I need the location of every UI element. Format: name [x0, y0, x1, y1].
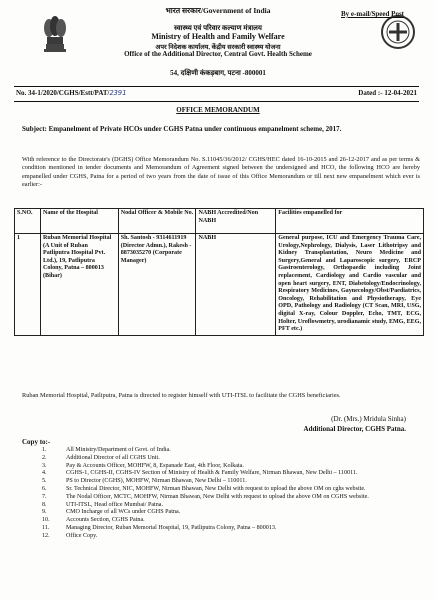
list-item: 9. CMO Incharge of all WCs under CGHS Patna.: [42, 509, 181, 516]
list-item: 7. The Nodal Officer, MCTC, MOHFW, Nirman Bhawan, New Delhi with request to upload the above OM on CGHS website.: [42, 493, 369, 500]
list-item: 6. Sr. Technical Director, NIC, MOHFW, Nirman Bhawan, New Delhi with request to upload the above OM on cghs website.: [42, 485, 366, 492]
header-address: 54, दक्षिणी कंकड़बाग, पटना -800001: [170, 69, 266, 77]
header-hindi-office: अपर निदेशक कार्यालय, केंद्रीय सरकारी स्वास्थ्य योजना: [155, 44, 281, 51]
memo-subject: Subject: Empanelment of Private HCOs under CGHS Patna under continuous empanelment scheme, 2017.: [22, 125, 342, 133]
signatory-name: (Dr. (Mrs.) Mridula Sinha): [331, 415, 406, 423]
table-header-row: [15, 209, 424, 234]
memo-paragraph: With reference to the Directorate's (DGHS) Office Memorandum No. S.11045/36/2012/ CGHS/HEC dated 16-10-2015 and 26-12-2017 and as per terms & condition mentioned in tender documents and Memorandum of Agreement signed between the undersigned and HCO, the following HCO are hereby empanelled under CGHS, Patna for a period of two years from the date of issue of this Office Memorandum or till next new empanelment which ever is earlier:-: [22, 156, 420, 189]
memo-title: OFFICE MEMORANDUM: [176, 106, 260, 114]
cell-sno: 1: [15, 234, 41, 336]
cell-hospital: Ruban Memorial Hospital (A Unit of Ruban Patliputra Hospital Pvt. Ltd.), 19, Patliputra Colony, Patna – 800013 (Bihar): [40, 234, 118, 336]
col-facilities: Facilities empanelled for: [276, 209, 424, 234]
copy-to-label: Copy to:-: [22, 438, 51, 446]
list-item: 5. PS to Director (CGHS), MOHFW, Nirman Bhawan, New Delhi – 110011.: [42, 478, 247, 485]
list-item: 3. Pay & Accounts Officer, MOHFW, 8, Espanade East, 4th Floor, Kolkata.: [42, 462, 244, 469]
reference-bar: [14, 86, 419, 102]
list-item: 12. Office Copy.: [42, 532, 98, 539]
cell-nabh: NABH: [196, 234, 276, 336]
list-item: 11. Managing Director, Ruban Memorial Hospital, 19, Patliputra Colony, Patna – 800013.: [42, 524, 277, 531]
header-office: Office of the Additional Director, Central Govt. Health Scheme: [124, 50, 312, 58]
header-hindi-ministry: स्वास्थ्य एवं परिवार कल्याण मंत्रालय: [174, 24, 262, 32]
list-item: 4. CGHS-1, CGHS-II, CGHS-IV Section of Ministry of Health & Family Welfare, Nirman Bhawan, New Delhi – 110011.: [42, 470, 358, 477]
col-hospital: Name of the Hospital: [40, 209, 118, 234]
col-nodal: Nodal Officer & Mobile No.: [118, 209, 196, 234]
header-hindi-govt: भारत सरकार/Government of India: [165, 6, 271, 15]
header-ministry: Ministry of Health and Family Welfare: [151, 32, 285, 41]
reference-number: No. 34-1/2020/CGHS/Estt/PAT/2391: [16, 89, 127, 97]
list-item: 8. UTI-ITSL, Head office Mumbai/ Patna.: [42, 501, 164, 508]
reference-date: Dated :- 12-04-2021: [358, 89, 417, 97]
list-item: 2. Additional Director of all CGHS Unit.: [42, 454, 160, 461]
delivery-mode: By e-mail/Speed Post: [341, 10, 404, 18]
cell-nodal: Sh. Santosh - 9314611919 (Director Admn.), Rakesh - 8873035270 (Corporate Manager): [118, 234, 196, 336]
list-item: 10. Accounts Section, CGHS Patna.: [42, 517, 145, 524]
cell-facilities: General purpose, ICU and Emergency Trauma Care, Urology,Nephrology, Dialysis, Laser Lithotripsy and Kidney Transplantation, Neuro Medicine and Surgery,General and Laparoscopic surgery, ERCP Gastroenterology, Orthopaedic including Joint replacement, Cardiology and Cardio vascular and open heart surgery, ENT, Diabetology/Endocrinology, Respiratory Medicines, Gaynecology/Obst/Paediatrics, Oncology, Rehabilitation and Physiotherapy, Eye OPD, Pathology and Radiology (CT Scan, MRI, USG, digital X-ray, Colour Doppler, Echo, TMT, ECG, Holter, Uroflowmetry, urodianamic study, EMG, EEG, PFT etc.): [276, 234, 424, 336]
table-row: [15, 234, 424, 336]
list-item: 1. All Ministry/Department of Govt. of India.: [42, 447, 171, 453]
closing-paragraph: Ruban Memorial Hospital, Patliputra, Patna is directed to register himself with UTI-ITSL to facilitate the CGHS beneficiaries.: [22, 392, 341, 399]
copy-to-list: [42, 447, 422, 541]
handwritten-number: 2391: [109, 89, 127, 97]
col-nabh: NABH Accredited/Non NABH: [196, 209, 276, 234]
col-sno: S.NO.: [15, 209, 41, 234]
empanelment-table: [14, 208, 424, 336]
signatory-designation: Additional Director, CGHS Patna.: [303, 425, 406, 433]
